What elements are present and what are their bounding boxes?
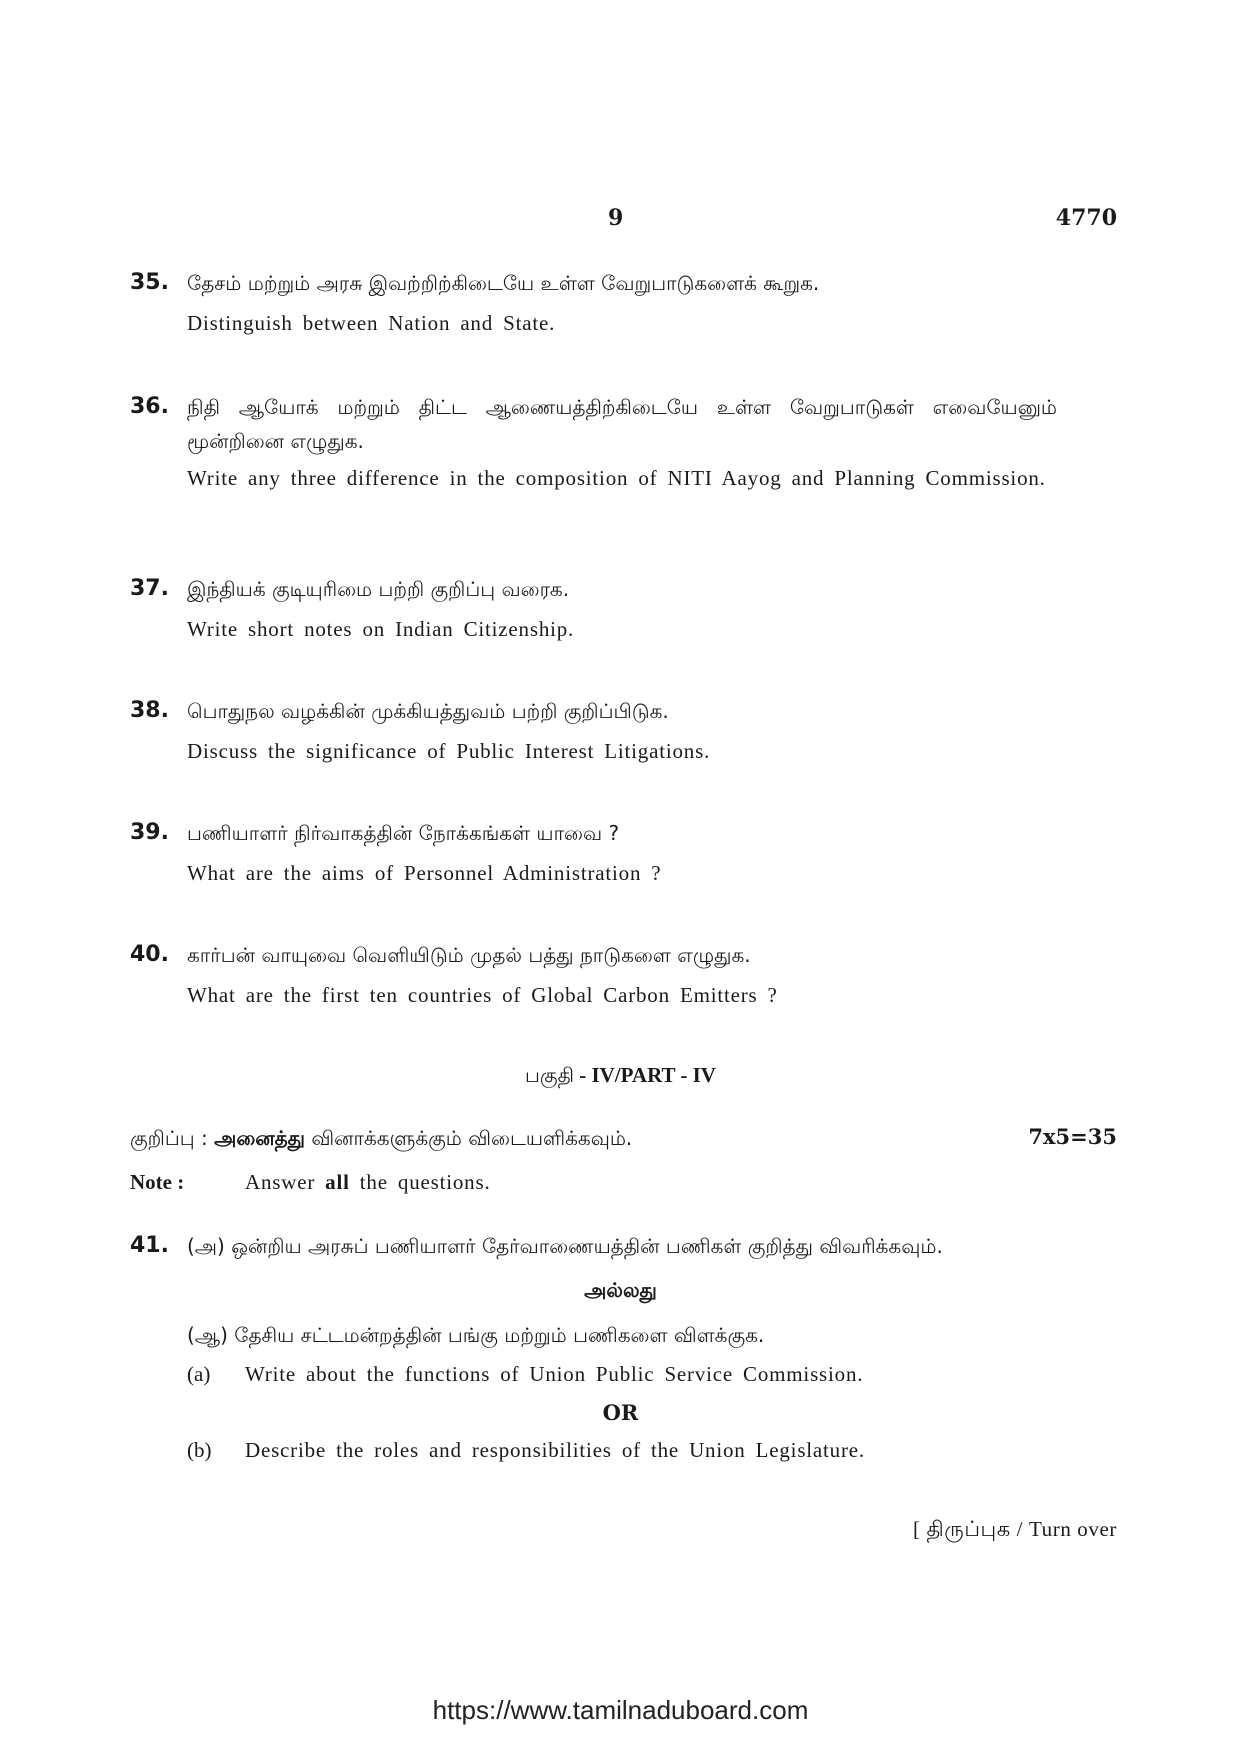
part-heading-tamil: பகுதி (525, 1063, 574, 1087)
question-number: 38. (130, 698, 169, 723)
note-english-label: Note : (130, 1170, 185, 1194)
question-number: 39. (130, 820, 169, 845)
part-heading (0, 1063, 1241, 1090)
footer-url[interactable]: https://www.tamilnaduboard.com (432, 1695, 809, 1725)
note-english-pre: Answer (245, 1170, 326, 1194)
question-tamil: பொதுநல வழக்கின் முக்கியத்துவம் பற்றி குறிப்பிடுக. (187, 699, 669, 723)
turn-over: [ திருப்புக / Turn over (913, 1517, 1117, 1541)
question-english: Write any three difference in the composition of NITI Aayog and Planning Commission. (187, 466, 1046, 490)
question-number: 36. (130, 394, 169, 419)
question-number: 41. (130, 1233, 169, 1258)
note-tamil (130, 1126, 632, 1153)
option-b-text: Describe the roles and responsibilities of the Union Legislature. (245, 1438, 865, 1462)
or-english: OR (602, 1400, 639, 1425)
question-english: What are the aims of Personnel Administration ? (187, 861, 662, 885)
note-tamil-label: குறிப்பு : (130, 1126, 208, 1150)
question-tamil: கார்பன் வாயுவை வெளியிடும் முதல் பத்து நாடுகளை எழுதுக. (187, 943, 751, 967)
question-number: 40. (130, 942, 169, 967)
question-tamil: இந்தியக் குடியுரிமை பற்றி குறிப்பு வரைக. (187, 577, 570, 601)
question-english: What are the first ten countries of Global Carbon Emitters ? (187, 983, 778, 1007)
note-english-bold: all (325, 1170, 350, 1194)
option-a-text: Write about the functions of Union Public Service Commission. (245, 1362, 864, 1386)
note-tamil-rest: வினாக்களுக்கும் விடையளிக்கவும். (305, 1126, 633, 1150)
part-heading-label: IV/PART - IV (591, 1063, 716, 1087)
question-tamil: தேசம் மற்றும் அரசு இவற்றிற்கிடையே உள்ள வேறுபாடுகளைக் கூறுக. (187, 271, 820, 295)
note-english (245, 1170, 491, 1195)
note-tamil-bold: அனைத்து (214, 1126, 306, 1150)
question-tamil: பணியாளர் நிர்வாகத்தின் நோக்கங்கள் யாவை ? (187, 821, 620, 845)
question-tamil: நிதி ஆயோக் மற்றும் திட்ட ஆணையத்திற்கிடையே உள்ள வேறுபாடுகள் எவையேனும் மூன்றினை எழுதுக. (187, 395, 1057, 453)
question-number: 35. (130, 270, 169, 295)
question-english: Write short notes on Indian Citizenship. (187, 617, 575, 641)
or-tamil: அல்லது (584, 1278, 657, 1302)
question-tamil-a: (அ) ஒன்றிய அரசுப் பணியாளர் தேர்வாணையத்தின் பணிகள் குறித்து விவரிக்கவும். (187, 1234, 943, 1258)
page-number: 9 (608, 205, 624, 231)
part-heading-sep: - (573, 1063, 592, 1087)
option-b-label: (b) (187, 1438, 212, 1462)
paper-code: 4770 (1055, 205, 1117, 231)
note-english-post: the questions. (349, 1170, 491, 1194)
question-english: Discuss the significance of Public Interest Litigations. (187, 739, 711, 763)
question-english: Distinguish between Nation and State. (187, 311, 556, 335)
question-number: 37. (130, 576, 169, 601)
option-a-label: (a) (187, 1362, 211, 1386)
question-tamil-b: (ஆ) தேசிய சட்டமன்றத்தின் பங்கு மற்றும் பணிகளை விளக்குக. (187, 1323, 765, 1347)
marks-allocation: 7x5=35 (1028, 1124, 1117, 1149)
